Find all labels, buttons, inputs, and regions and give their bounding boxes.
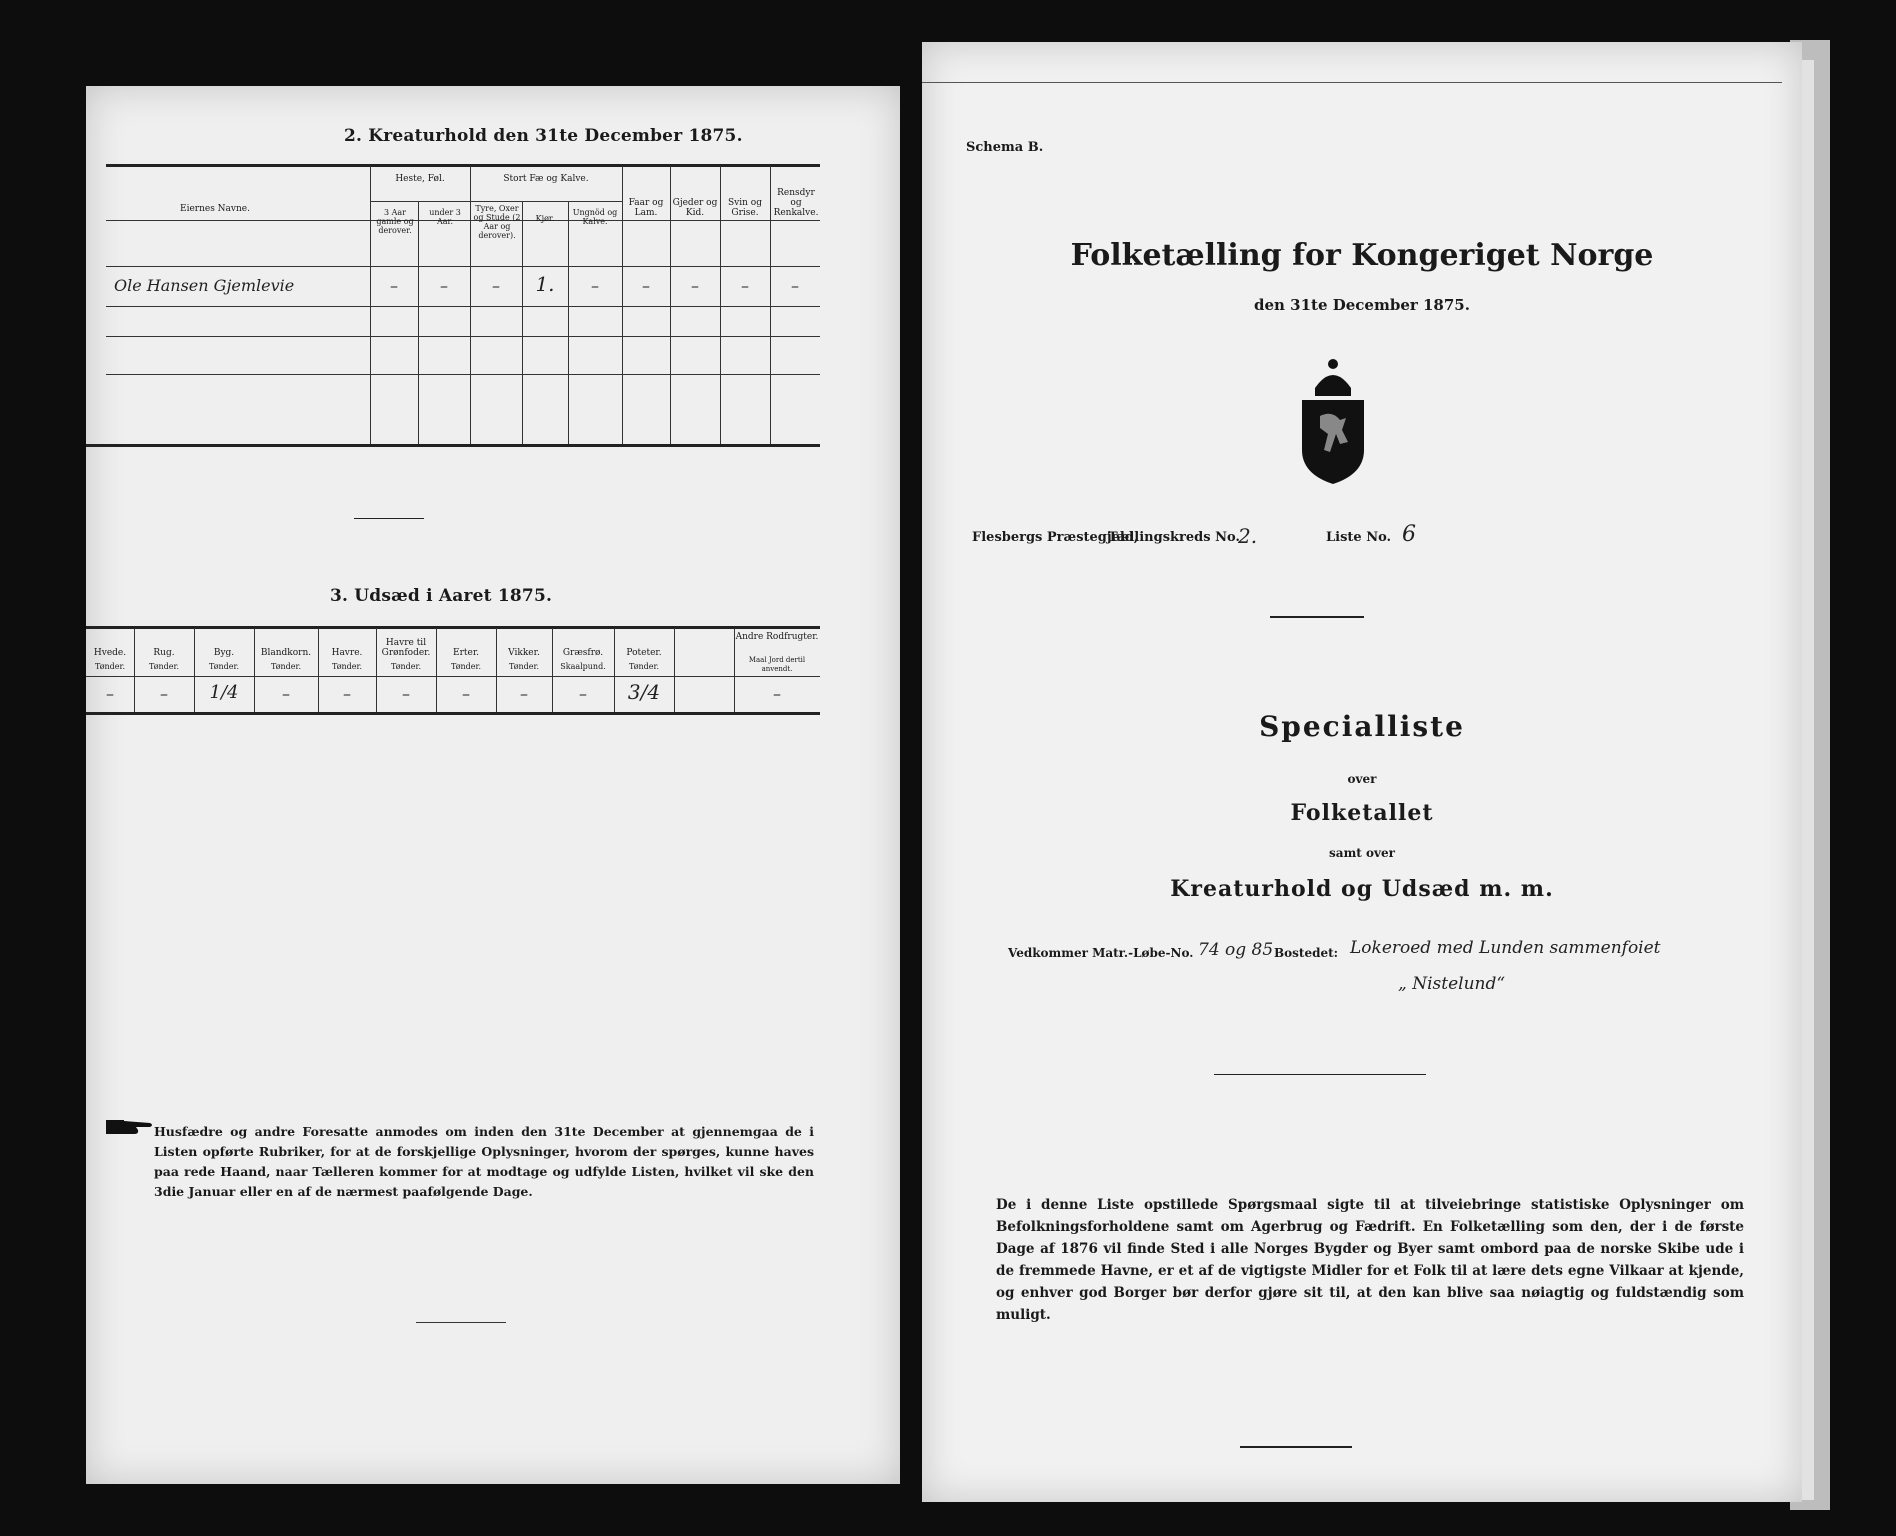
col-unit: Tønder. bbox=[508, 662, 540, 671]
cell-value: – bbox=[462, 684, 470, 703]
section3-title: 3. Udsæd i Aaret 1875. bbox=[330, 586, 553, 606]
pointing-hand-icon bbox=[106, 1116, 154, 1138]
list-value: 6 bbox=[1402, 522, 1416, 547]
col-horses-young-header: under 3 Aar. bbox=[429, 208, 461, 226]
col-unit: Tønder. bbox=[450, 662, 482, 671]
col-header: Andre Rodfrugter. bbox=[735, 632, 819, 642]
cell-value: 1/4 bbox=[209, 682, 239, 703]
matr-value: 74 og 85 bbox=[1198, 940, 1274, 960]
col-header: Erter. bbox=[453, 648, 479, 658]
col-header: Græsfrø. bbox=[562, 648, 604, 658]
col-unit: Maal Jord dertil anvendt. bbox=[748, 656, 806, 673]
cell-value: – bbox=[282, 684, 290, 703]
cell-value: – bbox=[160, 684, 168, 703]
col-unit: Tønder. bbox=[331, 662, 363, 671]
main-title: Folketælling for Kongeriget Norge bbox=[1070, 238, 1654, 273]
col-unit: Tønder. bbox=[208, 662, 240, 671]
cell-value: – bbox=[741, 276, 749, 295]
col-reindeer-header: Rensdyr og Renkalve. bbox=[773, 188, 819, 218]
col-header: Vikker. bbox=[508, 648, 540, 658]
cell-value: – bbox=[579, 684, 587, 703]
col-pigs-header: Svin og Grise. bbox=[728, 198, 762, 218]
samt-over-label: samt over bbox=[1329, 846, 1395, 860]
cell-value: – bbox=[492, 276, 500, 295]
notice-text: Husfædre og andre Foresatte anmodes om inden den 31te December at gjennemgaa de i Listen opførte Rubriker, for at de forskjellige Oplysninger, hvorom der spørges, kunne haves paa rede Haand, naar Tælleren kommer for at modtage og udfylde Listen, hvilket vil ske den 3die Januar eller en af de nærmest paafølgende Dage. bbox=[154, 1124, 814, 1199]
cell-value: – bbox=[691, 276, 699, 295]
cell-value: – bbox=[106, 684, 114, 703]
cell-value: 3/4 bbox=[627, 680, 661, 704]
cell-value: – bbox=[520, 684, 528, 703]
col-owner-header: Eiernes Navne. bbox=[180, 204, 250, 214]
schema-label: Schema B. bbox=[966, 140, 1044, 155]
bosted-label: Bostedet: bbox=[1274, 946, 1339, 960]
col-cows-header: Kjør. bbox=[535, 214, 555, 223]
cell-value: – bbox=[440, 276, 448, 295]
cell-value: – bbox=[343, 684, 351, 703]
left-page bbox=[86, 86, 900, 1484]
col-young-cattle-header: Ungnöd og Kalve. bbox=[572, 208, 618, 226]
intro-paragraph: De i denne Liste opstillede Spørgsmaal sigte til at tilveiebringe statistiske Oplysninger om Befolkningsforholdene samt om Agerbrug og Fædrift. En Folketælling som den, der i de første Dage af 1876 vil finde Sted i alle Norges Bygder og Byer samt ombord paa de norske Skibe ude i de fremmede Havne, er et af de vigtigste Midler for et Folk til at lære dets egne Vilkaar at kjende, og enhver god Borger bør derfor gjøre sit til, at den kan blive saa nøiagtig og fuldstændig som muligt. bbox=[996, 1197, 1744, 1323]
cell-value: – bbox=[791, 276, 799, 295]
col-unit: Skaalpund. bbox=[560, 662, 606, 671]
cell-value: 1. bbox=[535, 272, 555, 296]
kreatur-title: Kreaturhold og Udsæd m. m. bbox=[1170, 876, 1554, 902]
col-unit: Tønder. bbox=[94, 662, 126, 671]
bosted-value-line1: Lokeroed med Lunden sammenfoiet bbox=[1350, 938, 1661, 958]
col-header: Havre. bbox=[331, 648, 363, 658]
district-value: 2. bbox=[1238, 524, 1258, 548]
cell-value: – bbox=[642, 276, 650, 295]
col-unit: Tønder. bbox=[628, 662, 660, 671]
matr-label: Vedkommer Matr.-Løbe-No. bbox=[1008, 946, 1194, 960]
col-header: Rug. bbox=[153, 648, 175, 658]
right-page bbox=[922, 42, 1802, 1502]
col-header: Blandkorn. bbox=[260, 648, 312, 658]
page-stack-edge bbox=[1800, 60, 1814, 1500]
list-label: Liste No. bbox=[1326, 530, 1392, 545]
cell-value: – bbox=[773, 684, 781, 703]
col-header: Havre til Grønfoder. bbox=[381, 638, 431, 658]
col-header: Hvede. bbox=[93, 648, 127, 658]
district-label: Tællingskreds No. bbox=[1108, 530, 1240, 545]
coat-of-arms-icon bbox=[1290, 354, 1376, 486]
parish-label: Flesbergs Præstegjeld, bbox=[972, 530, 1139, 545]
col-unit: Tønder. bbox=[390, 662, 422, 671]
cell-value: – bbox=[591, 276, 599, 295]
col-horses-old-header: 3 Aar gamle og derover. bbox=[376, 208, 414, 235]
section2-title: 2. Kreaturhold den 31te December 1875. bbox=[344, 126, 743, 146]
col-header: Byg. bbox=[213, 648, 235, 658]
col-header: Poteter. bbox=[626, 648, 662, 658]
owner-name: Ole Hansen Gjemlevie bbox=[114, 276, 295, 295]
col-horses-header: Heste, Føl. bbox=[395, 174, 445, 184]
col-unit: Tønder. bbox=[148, 662, 180, 671]
col-cattle-header: Stort Fæ og Kalve. bbox=[503, 174, 589, 184]
col-goats-header: Gjeder og Kid. bbox=[672, 198, 718, 218]
col-oxen-header: Tyre, Oxer og Stude (2 Aar og derover). bbox=[473, 204, 521, 240]
col-unit: Tønder. bbox=[270, 662, 302, 671]
cell-value: – bbox=[402, 684, 410, 703]
bosted-value-line2: „ Nistelund“ bbox=[1398, 974, 1506, 994]
specialliste-title: Specialliste bbox=[1259, 710, 1465, 743]
over-label: over bbox=[1347, 772, 1377, 786]
main-date: den 31te December 1875. bbox=[1254, 296, 1470, 314]
col-sheep-header: Faar og Lam. bbox=[628, 198, 664, 218]
folketallet-title: Folketallet bbox=[1290, 800, 1434, 826]
cell-value: – bbox=[390, 276, 398, 295]
